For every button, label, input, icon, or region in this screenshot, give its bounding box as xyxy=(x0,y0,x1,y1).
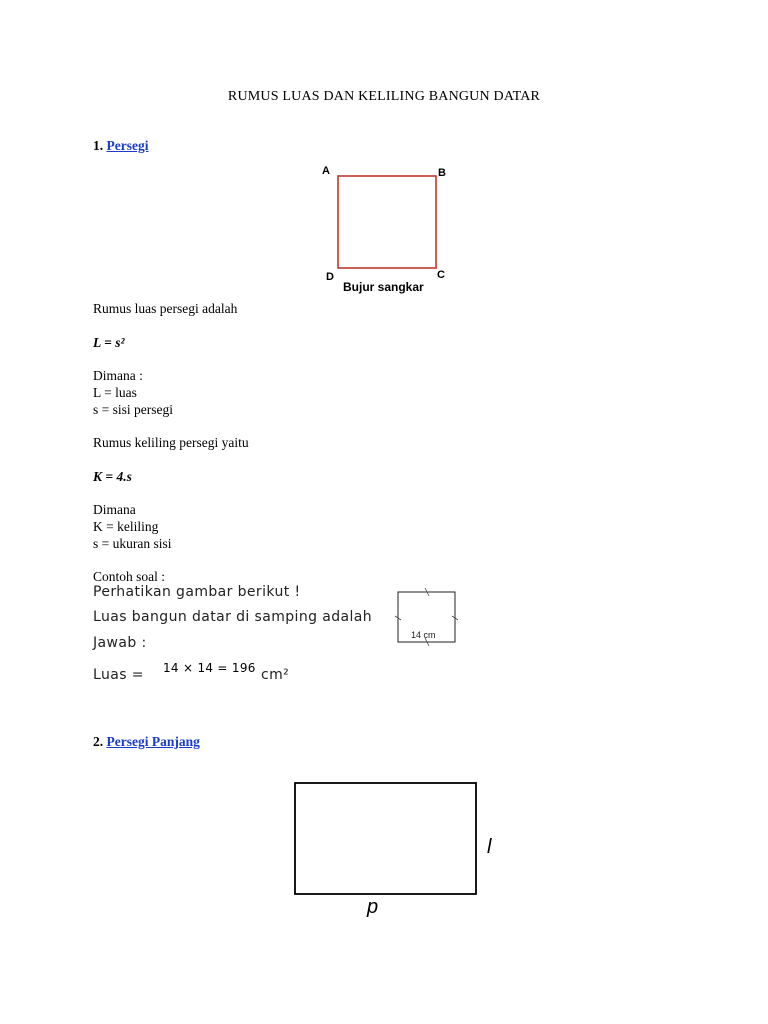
square-abcd-figure xyxy=(318,160,452,296)
area-where-title: Dimana : xyxy=(93,368,143,383)
example-line: Jawab : xyxy=(93,635,147,651)
rectangle-figure xyxy=(285,774,510,924)
side-length-label: 14 cm xyxy=(411,630,436,640)
section-heading-persegi xyxy=(93,137,148,154)
perimeter-where-item: K = keliling xyxy=(93,519,159,534)
corner-label-d: D xyxy=(326,271,334,283)
example-line: Perhatikan gambar berikut ! xyxy=(93,584,301,600)
figure-caption: Bujur sangkar xyxy=(343,280,424,294)
section-number: 1. xyxy=(93,138,104,153)
section-number: 2. xyxy=(93,734,104,749)
answer-unit: cm² xyxy=(261,667,290,683)
length-label: p xyxy=(367,896,379,918)
persegi-link[interactable]: Persegi xyxy=(106,138,149,153)
area-intro-text: Rumus luas persegi adalah xyxy=(93,301,238,316)
corner-label-c: C xyxy=(437,269,445,281)
perimeter-where-title: Dimana xyxy=(93,502,136,517)
page-title: RUMUS LUAS DAN KELILING BANGUN DATAR xyxy=(227,89,541,104)
example-square-figure xyxy=(392,584,468,650)
perimeter-where-item: s = ukuran sisi xyxy=(93,536,172,551)
example-title: Contoh soal : xyxy=(93,569,166,584)
corner-label-b: B xyxy=(438,167,446,179)
answer-label: Luas = xyxy=(93,667,144,683)
width-label: l xyxy=(487,836,492,858)
area-where-item: s = sisi persegi xyxy=(93,402,173,417)
answer-expression: 14 × 14 = 196 xyxy=(163,661,256,675)
area-where-item: L = luas xyxy=(93,385,137,400)
area-formula: L = s² xyxy=(93,335,125,350)
section-heading-persegi-panjang xyxy=(93,733,200,750)
persegi-panjang-link[interactable]: Persegi Panjang xyxy=(106,734,200,749)
corner-label-a: A xyxy=(322,165,330,177)
square-shape xyxy=(338,176,436,268)
example-line: Luas bangun datar di samping adalah xyxy=(93,609,373,625)
rectangle-shape xyxy=(295,783,476,894)
perimeter-intro-text: Rumus keliling persegi yaitu xyxy=(93,435,249,450)
perimeter-formula: K = 4.s xyxy=(93,469,132,484)
